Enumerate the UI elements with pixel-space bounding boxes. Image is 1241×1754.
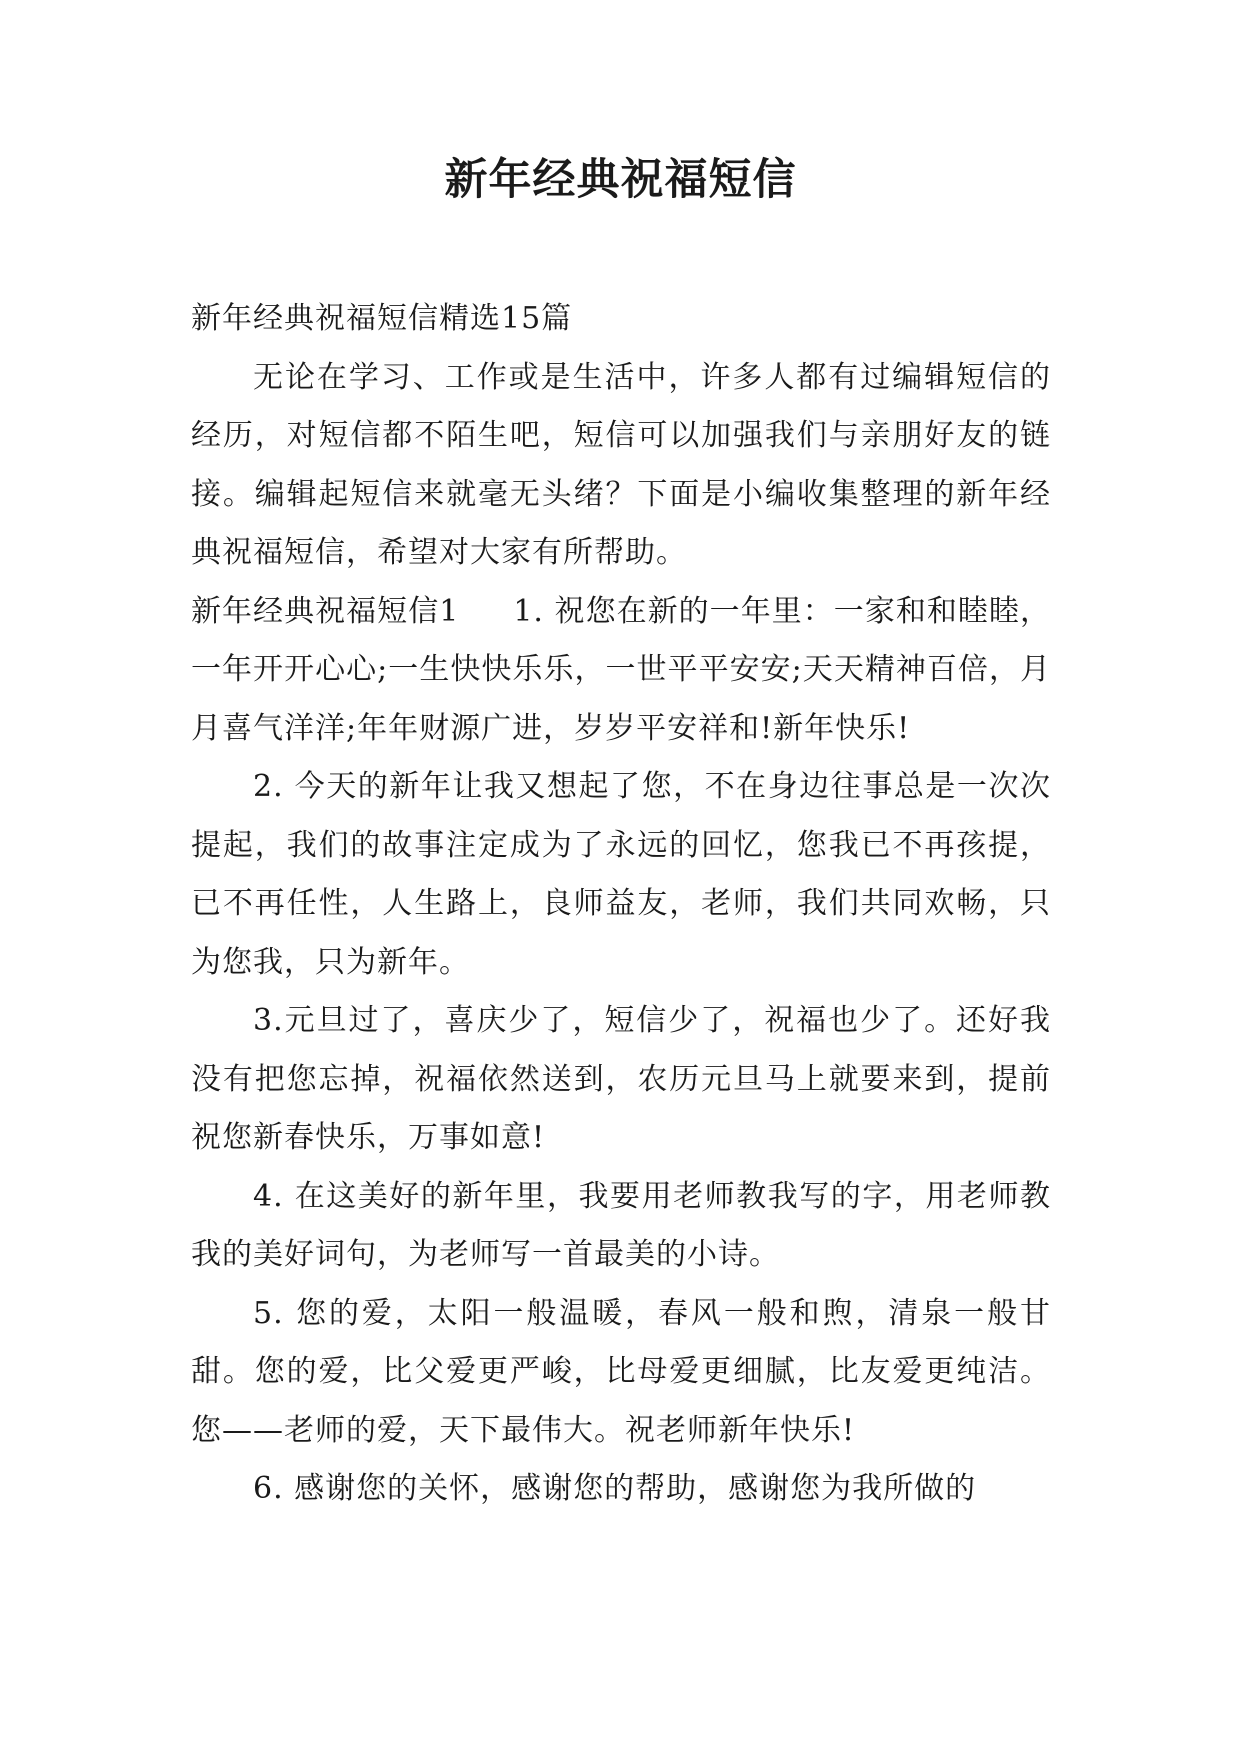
item-5: 5. 您的爱，太阳一般温暖，春风一般和煦，清泉一般甘甜。您的爱，比父爱更严峻，比母爱更细腻，比友爱更纯洁。您——老师的爱，天下最伟大。祝老师新年快乐! (191, 1295, 1051, 1448)
item-1: 1. 祝您在新的一年里：一家和和睦睦，一年开开心心;一生快快乐乐，一世平平安安;天天精神百倍，月月喜气洋洋;年年财源广进，岁岁平安祥和!新年快乐! (191, 593, 1051, 746)
document-body (191, 290, 1051, 1519)
document-title: 新年经典祝福短信 (444, 155, 797, 205)
section-first-paragraph (191, 583, 1051, 759)
document-subtitle: 新年经典祝福短信精选15篇 (191, 301, 573, 336)
item-6: 6. 感谢您的关怀，感谢您的帮助，感谢您为我所做的 (253, 1471, 977, 1506)
intro-paragraph: 无论在学习、工作或是生活中，许多人都有过编辑短信的经历，对短信都不陌生吧，短信可以加强我们与亲朋好友的链接。编辑起短信来就毫无头绪？下面是小编收集整理的新年经典祝福短信，希望对大家有所帮助。 (191, 359, 1051, 570)
item-4: 4. 在这美好的新年里，我要用老师教我写的字，用老师教我的美好词句，为老师写一首最美的小诗。 (191, 1178, 1051, 1272)
item-2: 2. 今天的新年让我又想起了您，不在身边往事总是一次次提起，我们的故事注定成为了永远的回忆，您我已不再孩提，已不再任性，人生路上，良师益友，老师，我们共同欢畅，只为您我，只为新年。 (191, 769, 1051, 980)
item-3: 3.元旦过了，喜庆少了，短信少了，祝福也少了。还好我没有把您忘掉，祝福依然送到，农历元旦马上就要来到，提前祝您新春快乐，万事如意! (191, 1003, 1051, 1155)
section-heading: 新年经典祝福短信1 (191, 593, 460, 629)
